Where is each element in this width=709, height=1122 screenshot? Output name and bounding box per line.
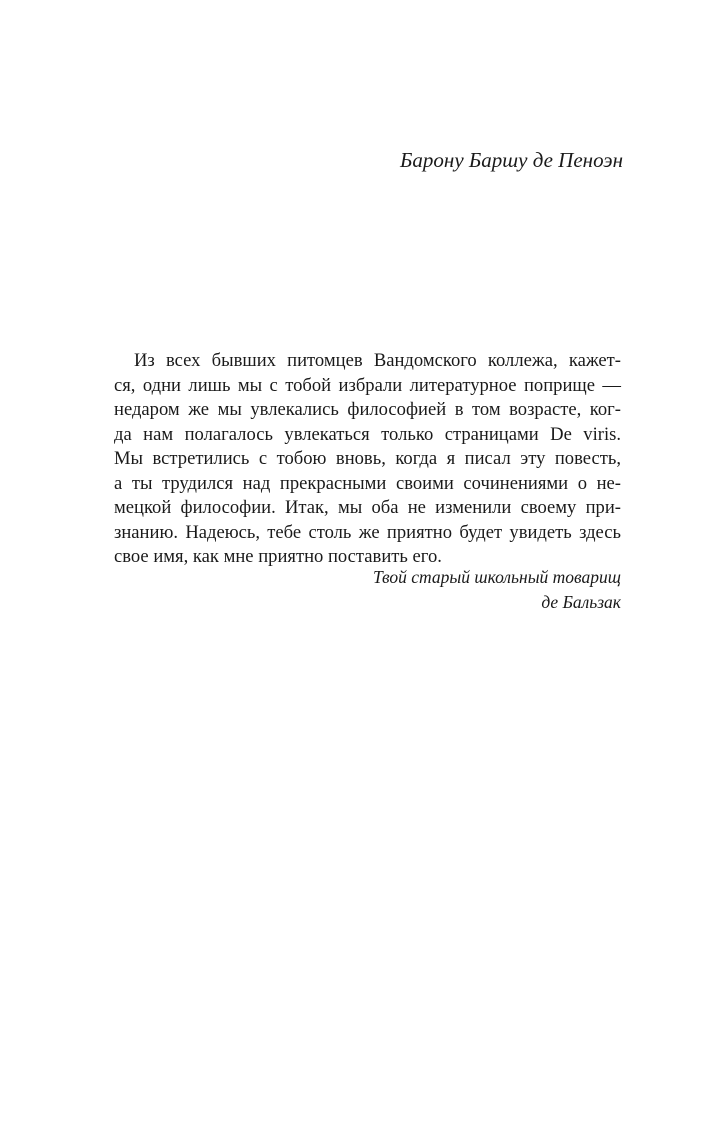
letter-body [114,349,621,570]
signature-line: Твой старый школьный товарищ [372,567,621,587]
dedication: Барону Баршу де Пеноэн [400,148,623,172]
letter-line: свое имя, как мне приятно поставить его. [114,546,442,567]
letter-line: ся, одни лишь мы с тобой избрали литературное поприще — [114,374,621,396]
signature [373,565,621,614]
letter-line: а ты трудился над прекрасными своими сочинениями о не- [114,472,621,494]
letter-line: мецкой философии. Итак, мы оба не изменили своему при- [114,497,621,518]
letter-line: Мы встретились с тобою вновь, когда я писал эту повесть, [114,448,621,469]
signature-name: де Бальзак [541,591,621,612]
letter-line: Из всех бывших питомцев Вандомского коллежа, кажет- [134,350,621,371]
letter-line: недаром же мы увлекались философией в том возрасте, ког- [114,399,621,420]
letter-line: да нам полагалось увлекаться только страницами De viris. [114,423,621,445]
letter-line: знанию. Надеюсь, тебе столь же приятно будет увидеть здесь [114,521,621,543]
